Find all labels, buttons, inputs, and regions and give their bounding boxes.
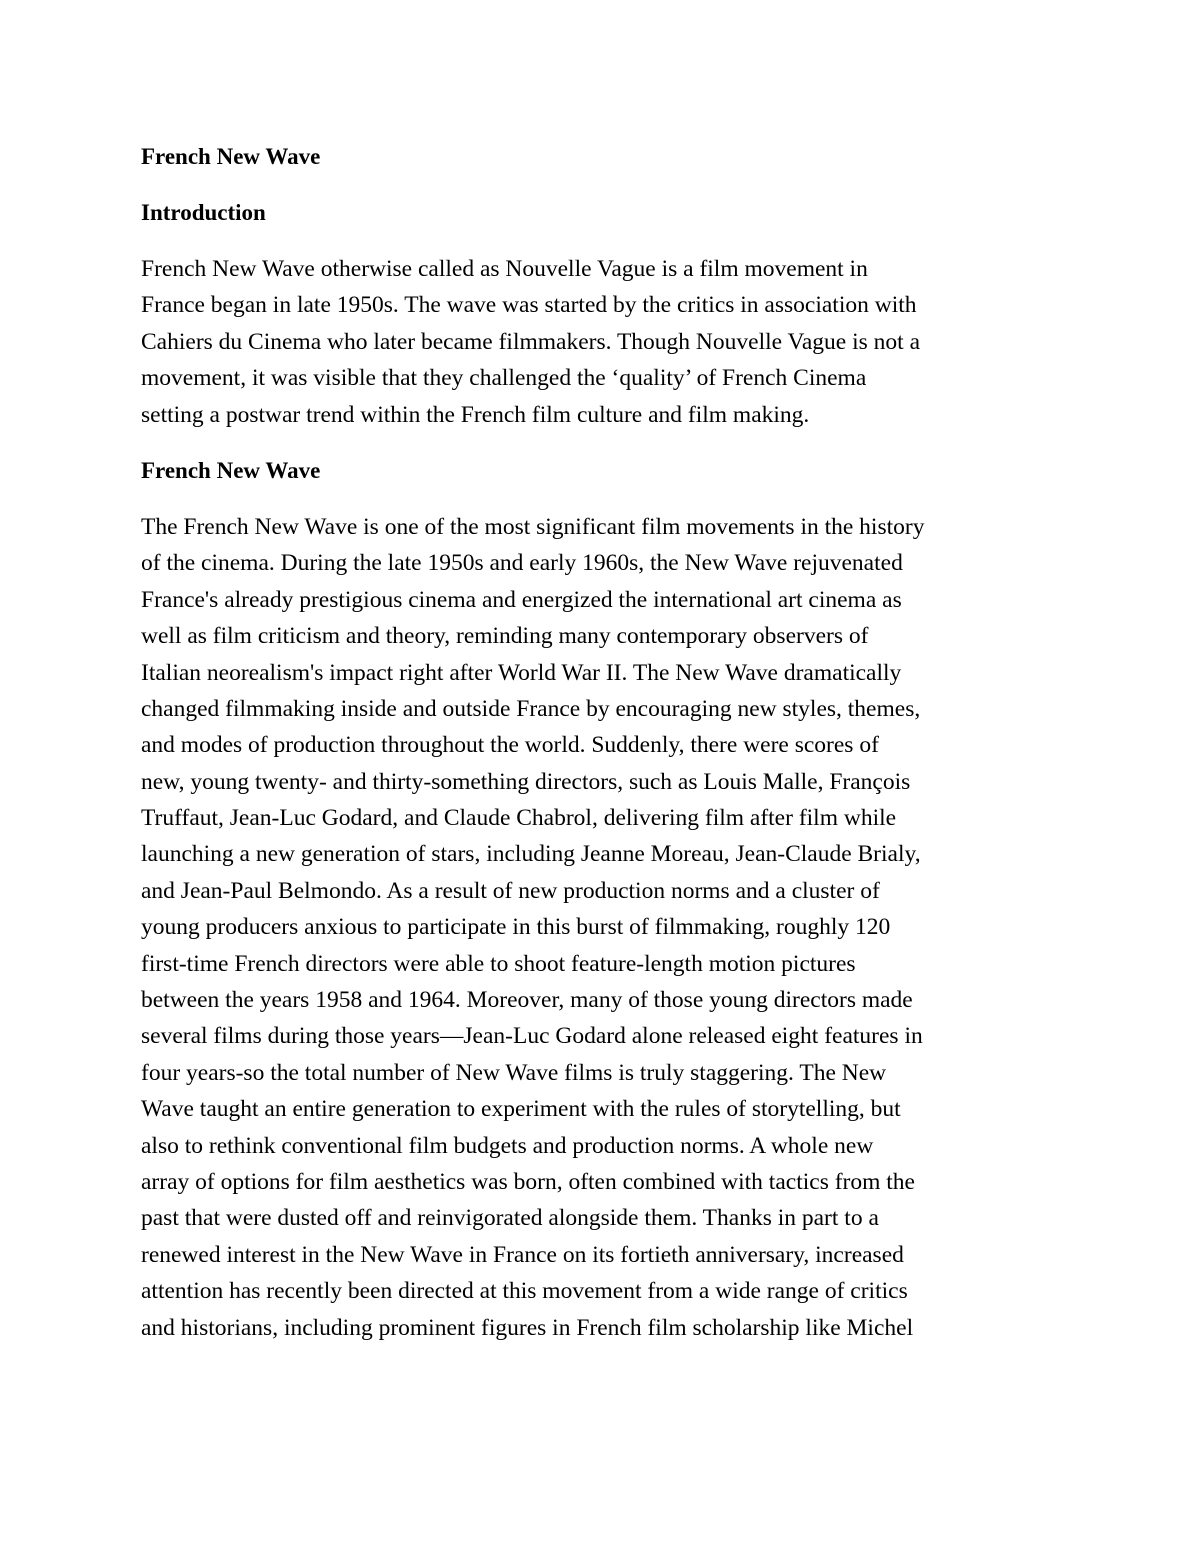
paragraph-line: and modes of production throughout the world. Suddenly, there were scores of	[141, 732, 879, 759]
paragraph-line: first-time French directors were able to shoot feature-length motion pictures	[141, 950, 856, 977]
paragraph-line: of the cinema. During the late 1950s and early 1960s, the New Wave rejuvenated	[141, 550, 903, 577]
intro-heading: Introduction	[141, 200, 266, 225]
document-body	[141, 139, 1061, 1346]
paragraph-line: array of options for film aesthetics was born, often combined with tactics from the	[141, 1168, 915, 1195]
paragraph-line: Italian neorealism's impact right after World War II. The New Wave dramatically	[141, 659, 902, 686]
paragraph-line: well as film criticism and theory, reminding many contemporary observers of	[141, 623, 869, 650]
paragraph-line: between the years 1958 and 1964. Moreover, many of those young directors made	[141, 987, 913, 1014]
paragraph-line: France's already prestigious cinema and energized the international art cinema as	[141, 586, 902, 613]
paragraph-line: changed filmmaking inside and outside France by encouraging new styles, themes,	[141, 695, 921, 722]
body-paragraph	[141, 509, 1061, 1346]
paragraph-line: launching a new generation of stars, including Jeanne Moreau, Jean-Claude Brialy,	[141, 841, 921, 868]
document-title: French New Wave	[141, 144, 321, 169]
paragraph-line: new, young twenty- and thirty-something directors, such as Louis Malle, François	[141, 768, 911, 795]
paragraph-line: The French New Wave is one of the most significant film movements in the history	[141, 513, 925, 540]
paragraph-line: also to rethink conventional film budgets and production norms. A whole new	[141, 1132, 874, 1159]
paragraph-line: renewed interest in the New Wave in France on its fortieth anniversary, increased	[141, 1241, 904, 1268]
paragraph-line: Truffaut, Jean-Luc Godard, and Claude Chabrol, delivering film after film while	[141, 805, 897, 832]
paragraph-line: past that were dusted off and reinvigorated alongside them. Thanks in part to a	[141, 1205, 879, 1232]
paragraph-line: young producers anxious to participate in this burst of filmmaking, roughly 120	[141, 914, 891, 941]
paragraph-line: French New Wave otherwise called as Nouvelle Vague is a film movement in	[141, 256, 868, 282]
section-heading: French New Wave	[141, 457, 321, 483]
paragraph-line: Wave taught an entire generation to experiment with the rules of storytelling, but	[141, 1096, 901, 1123]
paragraph-line: and Jean-Paul Belmondo. As a result of new production norms and a cluster of	[141, 877, 880, 904]
paragraph-line: setting a postwar trend within the French film culture and film making.	[141, 401, 810, 428]
paragraph-line: Cahiers du Cinema who later became filmmakers. Though Nouvelle Vague is not a	[141, 328, 920, 355]
paragraph-line: and historians, including prominent figures in French film scholarship like Michel	[141, 1314, 914, 1341]
paragraph-line: several films during those years—Jean-Luc Godard alone released eight features in	[141, 1023, 923, 1050]
paragraph-line: France began in late 1950s. The wave was started by the critics in association with	[141, 292, 917, 319]
paragraph-line: movement, it was visible that they challenged the ‘quality’ of French Cinema	[141, 365, 867, 392]
paragraph-line: attention has recently been directed at this movement from a wide range of critics	[141, 1278, 908, 1305]
paragraph-line: four years-so the total number of New Wave films is truly staggering. The New	[141, 1059, 887, 1086]
intro-paragraph	[141, 251, 1061, 433]
